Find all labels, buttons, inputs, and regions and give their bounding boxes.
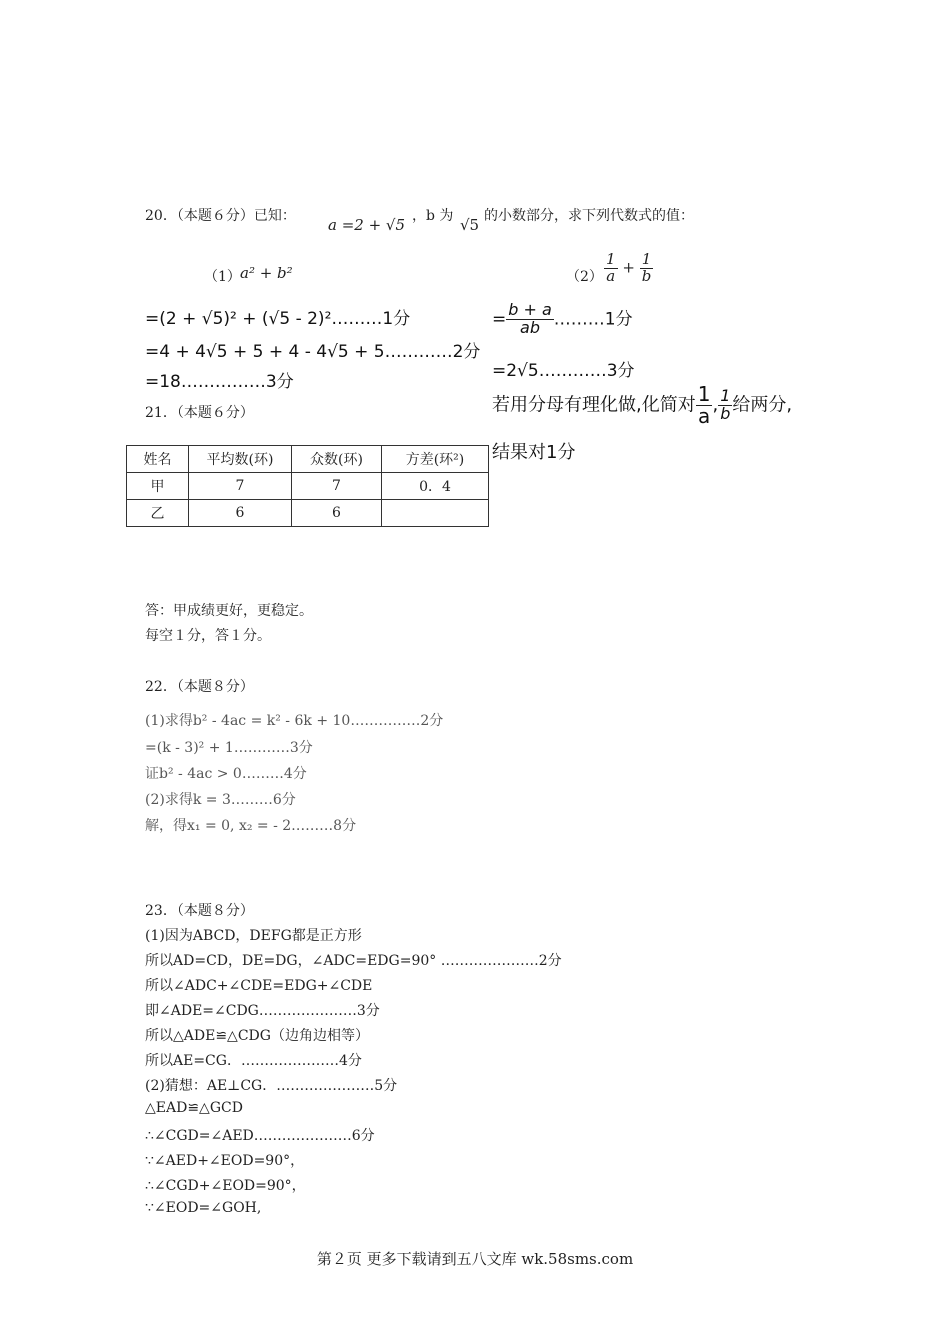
part2-denominator-1: a: [606, 266, 616, 285]
solution2-denominator: ab: [520, 317, 540, 337]
table-header-cell: 众数(环): [292, 446, 382, 473]
note-numerator-1: 1: [697, 382, 711, 406]
q20-b-prefix: ，b 为: [412, 208, 454, 224]
q23-line: (2)猜想：AE⊥CG．…………………5分: [145, 1078, 398, 1094]
table-cell: [382, 500, 489, 527]
part2-plus: +: [622, 258, 635, 277]
q23-line: ∵∠EOD=∠GOH,: [145, 1200, 262, 1216]
q20-solution2-line2: =2√5…………3分: [492, 361, 635, 381]
table-header-cell: 平均数(环): [189, 446, 292, 473]
table-header-cell: 方差(环²): [382, 446, 489, 473]
note-suffix: 给两分,: [732, 394, 793, 416]
table-cell: 甲: [127, 473, 189, 500]
q20-note-line2: 结果对1分: [492, 442, 576, 463]
q20-solution1-line3: =18……………3分: [145, 372, 294, 392]
table-cell: 6: [292, 500, 382, 527]
q20-a-definition: a =2 + √5: [328, 216, 406, 234]
table-row: [127, 473, 489, 500]
q22-line: =(k - 3)² + 1…………3分: [145, 740, 313, 756]
q21-answer: 答：甲成绩更好，更稳定。: [145, 603, 313, 619]
table-cell: 乙: [127, 500, 189, 527]
solution2-score1: ………1分: [553, 309, 633, 330]
q20-solution1-line2: =4 + 4√5 + 5 + 4 - 4√5 + 5…………2分: [145, 342, 481, 362]
q20-part2-label: （2）: [566, 269, 603, 285]
table-cell: 7: [189, 473, 292, 500]
q20-part1-expression: a² + b²: [240, 264, 293, 282]
q20-solution2-line1: [492, 302, 633, 337]
q22-line: (1)求得b² - 4ac = k² - 6k + 10……………2分: [145, 713, 444, 729]
q23-line: 所以AD=CD，DE=DG，∠ADC=EDG=90° …………………2分: [145, 953, 562, 969]
note-denominator-1: a: [697, 404, 711, 428]
q20-part2-expression: [604, 252, 653, 285]
part2-numerator-1: 1: [606, 250, 616, 268]
solution2-numerator: b + a: [508, 300, 552, 319]
table-cell: 6: [189, 500, 292, 527]
q23-line: (1)因为ABCD，DEFG都是正方形: [145, 928, 362, 944]
q23-line: 所以∠ADC+∠CDE=EDG+∠CDE: [145, 978, 373, 994]
q20-solution1-line1: =(2 + √5)² + (√5 - 2)²………1分: [145, 309, 411, 329]
q23-line: 所以△ADE≌△CDG（边角边相等）: [145, 1028, 369, 1044]
q20-b-suffix: 的小数部分，求下列代数式的值：: [484, 208, 694, 224]
page-footer: 第２页 更多下载请到五八文库 wk.58sms.com: [316, 1250, 634, 1268]
q22-line: (2)求得k = 3………6分: [145, 792, 296, 808]
table-row: [127, 500, 489, 527]
q20-header: 20．（本题６分）已知：: [145, 208, 296, 224]
note-prefix: 若用分母有理化做,化简对: [492, 394, 696, 416]
part2-numerator-2: 1: [640, 252, 654, 269]
note-denominator-2: b: [720, 404, 731, 423]
score-table: [126, 445, 489, 527]
part2-denominator-2: b: [641, 266, 652, 285]
q21-header: 21．（本题６分）: [145, 405, 254, 421]
q23-line: ∵∠AED+∠EOD=90°，: [145, 1153, 305, 1169]
q22-header: 22．（本题８分）: [145, 679, 254, 695]
q20-sqrt5: √5: [460, 216, 480, 234]
note-numerator-2: 1: [720, 386, 731, 406]
q23-line: 即∠ADE=∠CDG…………………3分: [145, 1003, 380, 1019]
table-header-cell: 姓名: [127, 446, 189, 473]
q22-line: 证b² - 4ac > 0………4分: [145, 766, 307, 782]
table-cell: 7: [292, 473, 382, 500]
note-comma: ,: [712, 394, 719, 416]
q23-line: 所以AE=CG．…………………4分: [145, 1053, 362, 1069]
q21-scoring: 每空１分，答１分。: [145, 628, 271, 644]
q23-line: ∴∠CGD+∠EOD=90°，: [145, 1178, 306, 1194]
q23-header: 23．（本题８分）: [145, 903, 254, 919]
table-cell: 0．4: [382, 473, 489, 500]
table-header-row: [127, 446, 489, 473]
solution2-equals: =: [492, 309, 507, 330]
q23-line: △EAD≌△GCD: [145, 1100, 243, 1116]
q22-line: 解，得x₁ = 0, x₂ = - 2………8分: [145, 818, 357, 834]
q23-line: ∴∠CGD=∠AED…………………6分: [145, 1128, 375, 1144]
q20-part1-label: （1）: [204, 269, 241, 285]
q20-note-line1: [492, 384, 792, 427]
